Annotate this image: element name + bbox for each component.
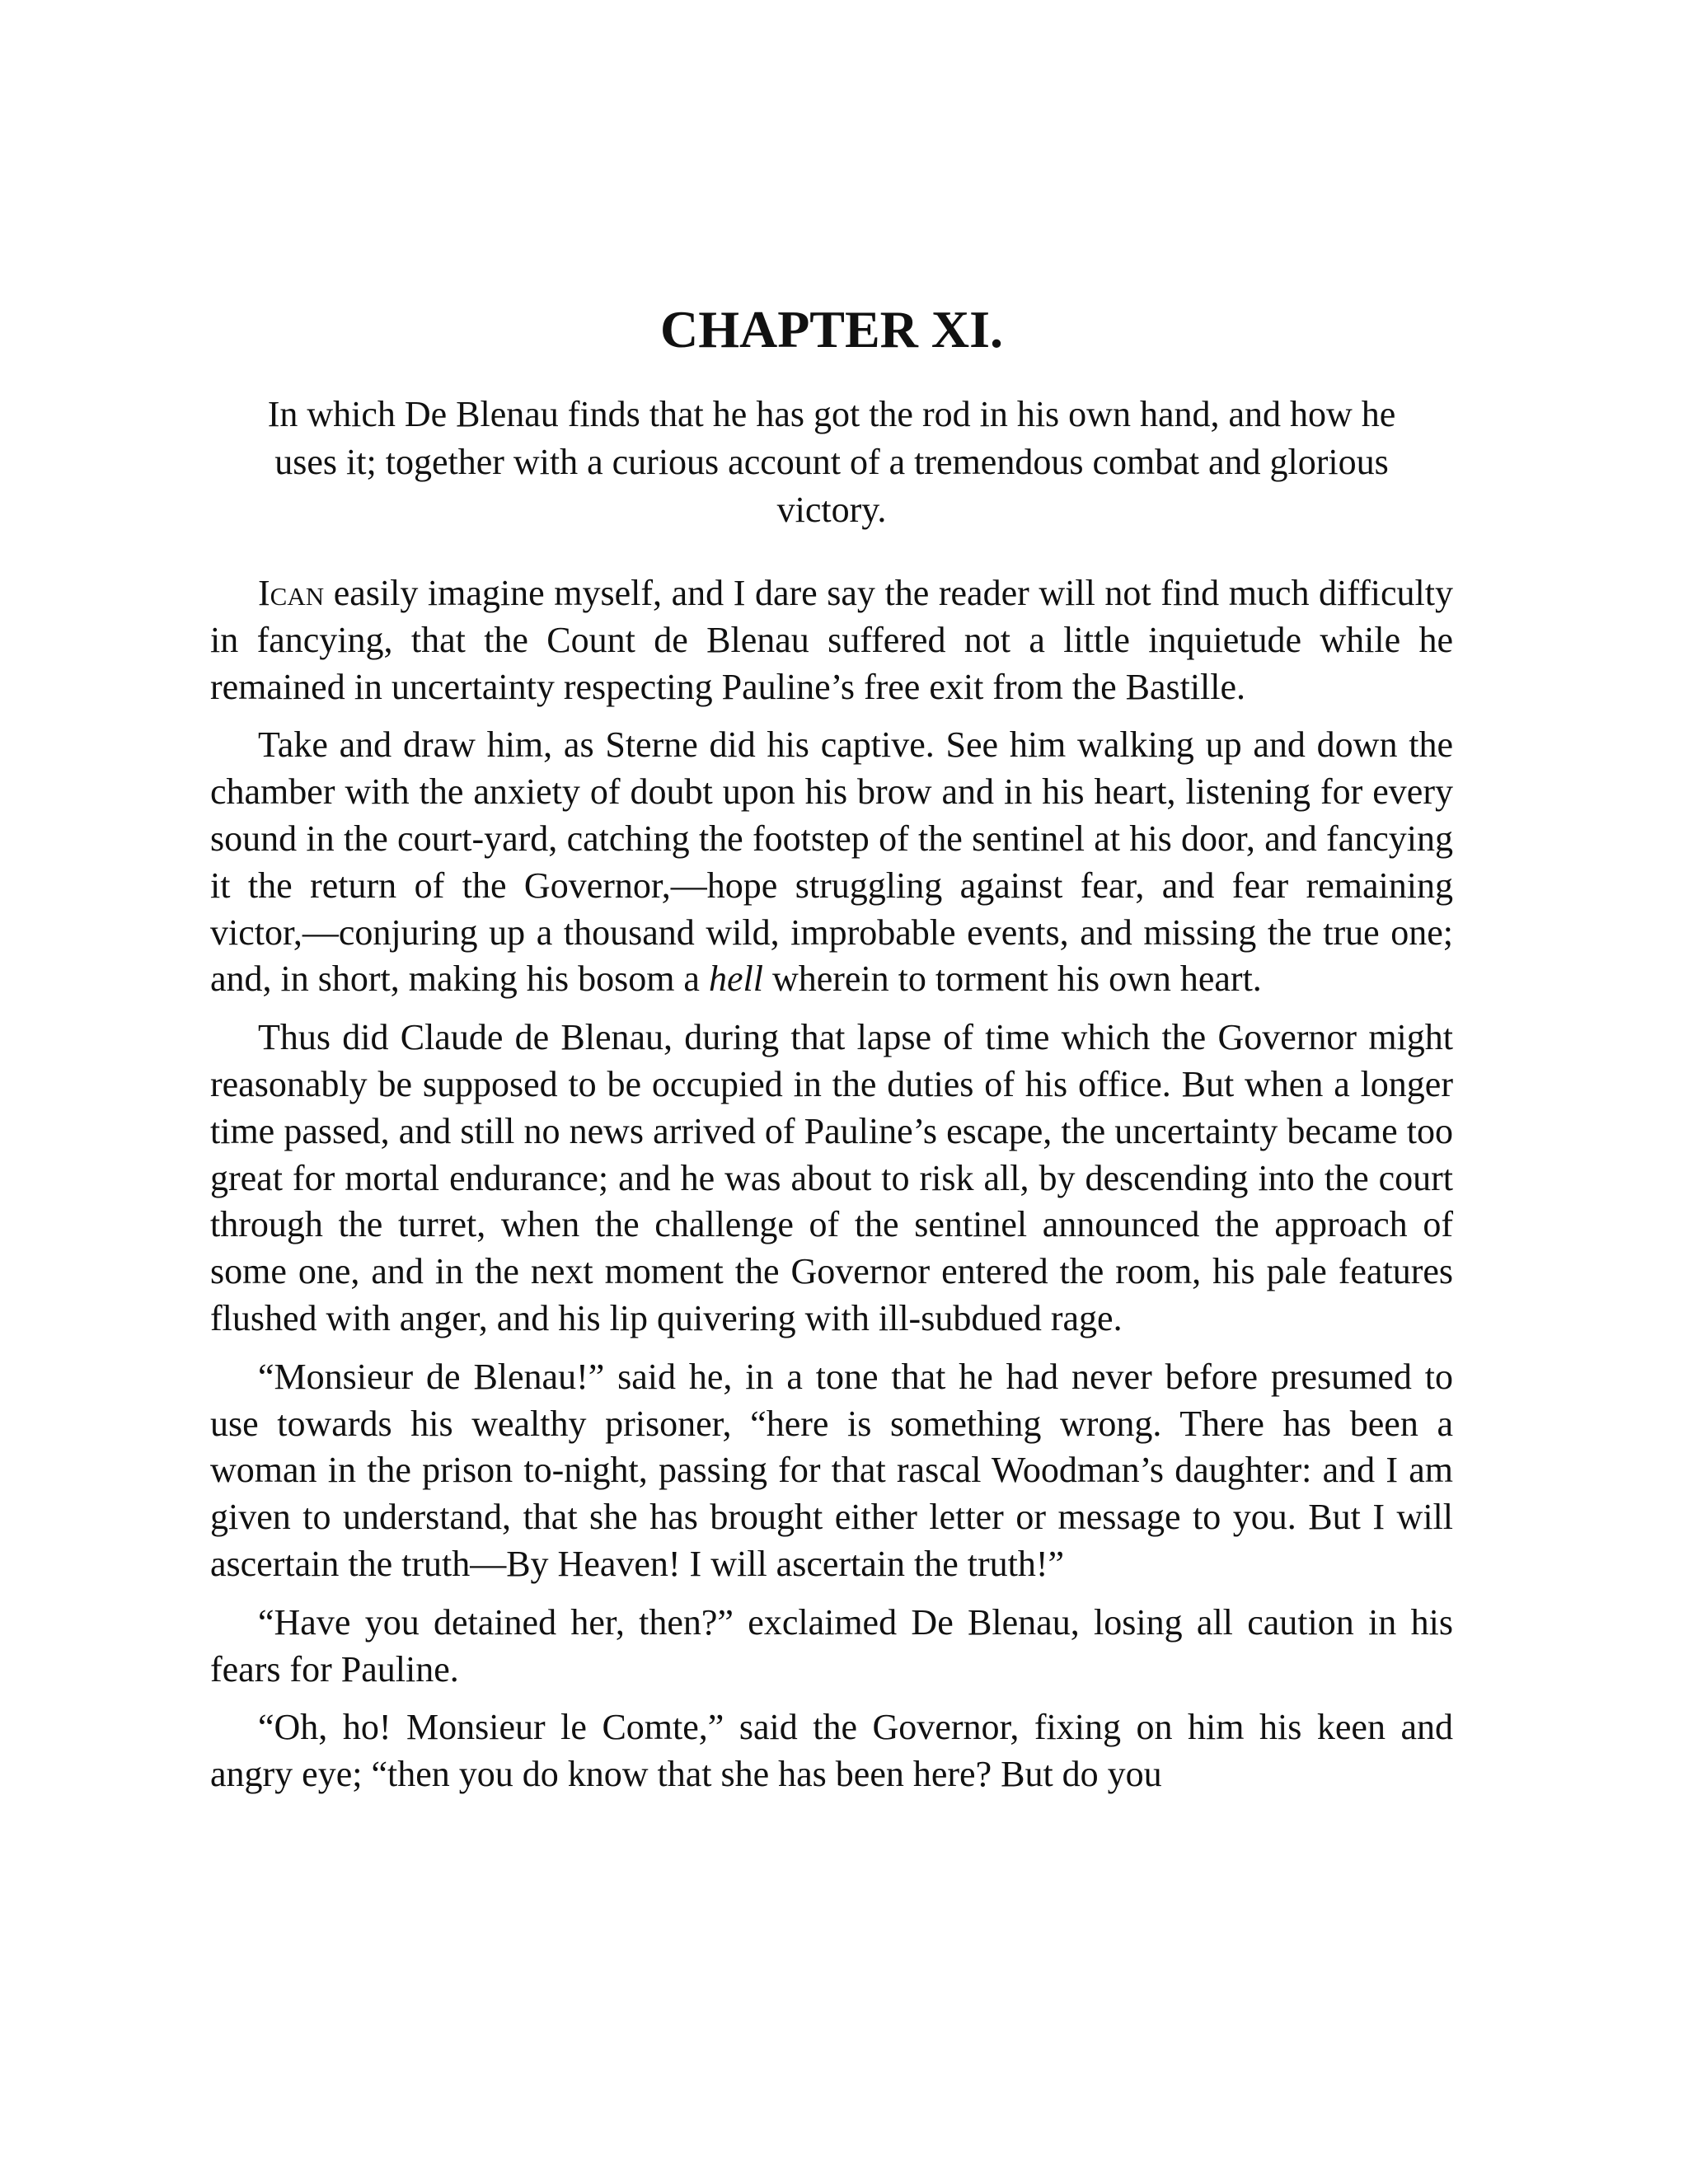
paragraph-text: Take and draw him, as Sterne did his captive. See him walking up and down the chamber with the anxiety of doubt upon his brow and in his heart, listening for every sound in the court-yard, catching the footstep of the sentinel at his door, and fancying it the return of the Governor,—hope struggling against fear, and fear remaining victor,—conjuring up a thousand wild, improbable events, and missing the true one; and, in short, making his bosom a — [210, 724, 1453, 1000]
paragraph-text: easily imagine myself, and I dare say the reader will not find much difficulty in fancying, that the Count de Blenau suffered not a little inquietude while he remained in uncertainty respecting Pauline’s free exit from the Bastille. — [210, 573, 1453, 707]
chapter-title: CHAPTER XI. — [659, 300, 1004, 359]
book-page — [210, 297, 1453, 1810]
paragraph-3 — [210, 1015, 1453, 1343]
paragraph-6 — [210, 1704, 1453, 1798]
paragraph-1 — [210, 570, 1453, 710]
chapter-summary: In which De Blenau finds that he has got the rod in his own hand, and how he uses it; together with a curious account of a tremendous combat and glorious victory. — [267, 394, 1396, 530]
smallcaps-lead: can — [270, 573, 325, 613]
paragraph-5 — [210, 1600, 1453, 1694]
paragraph-2 — [210, 722, 1453, 1003]
paragraph-4 — [210, 1354, 1453, 1588]
dropcap-letter: I — [258, 573, 270, 613]
paragraph-text: “Oh, ho! Monsieur le Comte,” said the Governor, fixing on him his keen and angry eye; “then you do know that she has been here? But do you — [210, 1707, 1453, 1795]
paragraph-text: “Have you detained her, then?” exclaimed De Blenau, losing all caution in his fears for Pauline. — [210, 1601, 1453, 1690]
paragraph-text-after: wherein to torment his own heart. — [762, 958, 1262, 1000]
paragraph-text: Thus did Claude de Blenau, during that lapse of time which the Governor might reasonably be supposed to be occupied in the duties of his office. But when a longer time passed, and still no news arrived of Pauline’s escape, the uncertainty became too great for mortal endurance; and he was about to risk all, by descending into the court through the turret, when the challenge of the sentinel announced the approach of some one, and in the next moment the Governor entered the room, his pale features flushed with anger, and his lip quivering with ill-subdued rage. — [210, 1017, 1453, 1338]
italic-word: hell — [708, 958, 763, 1000]
paragraph-text: “Monsieur de Blenau!” said he, in a tone that he had never before presumed to use towards his wealthy prisoner, “here is something wrong. There has been a woman in the prison to-night, passing for that rascal Woodman’s daughter: and I am given to understand, that she has brought either letter or message to you. But I will ascertain the truth—By Heaven! I will ascertain the truth!” — [210, 1356, 1453, 1584]
